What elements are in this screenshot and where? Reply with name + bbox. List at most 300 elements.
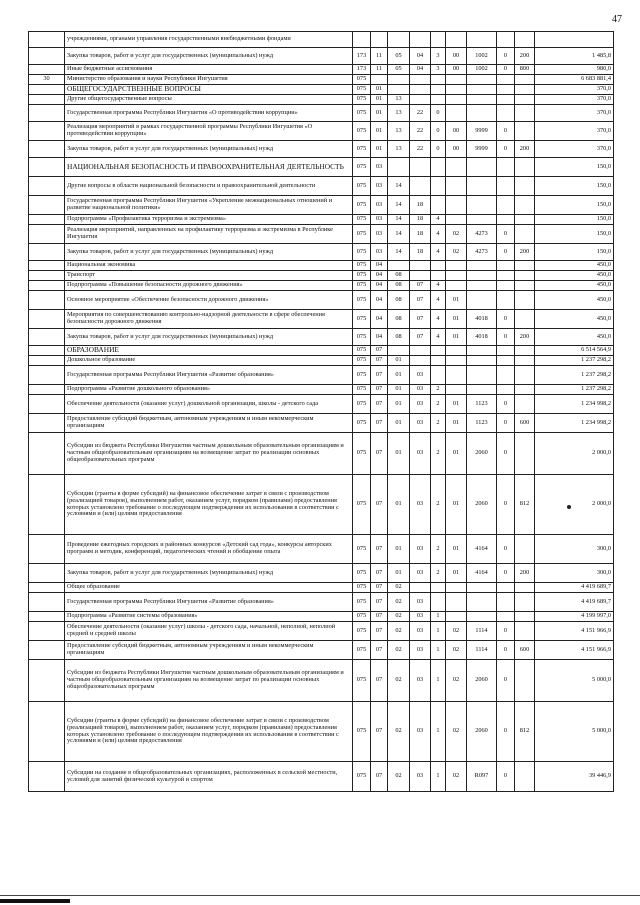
code-cell-c4: 04 bbox=[410, 65, 431, 75]
code-cell-c8: 0 bbox=[497, 310, 515, 329]
item-name-cell: Проведение ежегодных городских и районных конкурсов «Детский сад года», конкурсы авторских программ и методик, конференций, педагогических чтений и обобщение опыта bbox=[65, 535, 353, 564]
code-cell-c9: 200 bbox=[515, 244, 535, 261]
code-cell-c5: 0 bbox=[431, 122, 446, 141]
code-cell-c8: 0 bbox=[497, 641, 515, 660]
amount-cell: 1 237 298,2 bbox=[535, 385, 614, 395]
code-cell-c7: 2060 bbox=[467, 702, 497, 762]
code-cell-c5 bbox=[431, 366, 446, 385]
code-cell-c8: 0 bbox=[497, 535, 515, 564]
row-number-cell bbox=[29, 475, 65, 535]
code-cell-c3: 14 bbox=[388, 177, 410, 196]
code-cell-c9 bbox=[515, 291, 535, 310]
item-name-cell: Обеспечение деятельности (оказание услуг) школы - детского сада, начальной, неполной, неполной средней и средней школы bbox=[65, 622, 353, 641]
code-cell-c7: R097 bbox=[467, 762, 497, 792]
amount-cell: 1 237 298,2 bbox=[535, 356, 614, 366]
code-cell-c3: 02 bbox=[388, 641, 410, 660]
code-cell-c7: 2060 bbox=[467, 660, 497, 702]
code-cell-c5 bbox=[431, 177, 446, 196]
code-cell-c8 bbox=[497, 95, 515, 105]
code-cell-c6 bbox=[446, 158, 467, 177]
code-cell-c3: 14 bbox=[388, 215, 410, 225]
code-cell-c9 bbox=[515, 271, 535, 281]
code-cell-c9 bbox=[515, 95, 535, 105]
code-cell-c9 bbox=[515, 32, 535, 48]
code-cell-c4: 03 bbox=[410, 475, 431, 535]
table-row bbox=[29, 196, 614, 215]
code-cell-c8: 0 bbox=[497, 433, 515, 475]
code-cell-c3: 05 bbox=[388, 65, 410, 75]
table-row bbox=[29, 622, 614, 641]
code-cell-c9 bbox=[515, 177, 535, 196]
code-cell-c6 bbox=[446, 95, 467, 105]
code-cell-c9: 812 bbox=[515, 702, 535, 762]
code-cell-c8: 0 bbox=[497, 702, 515, 762]
code-cell-c9 bbox=[515, 196, 535, 215]
code-cell-c9 bbox=[515, 535, 535, 564]
code-cell-c6 bbox=[446, 271, 467, 281]
code-cell-c8 bbox=[497, 215, 515, 225]
code-cell-c5 bbox=[431, 32, 446, 48]
code-cell-c9 bbox=[515, 158, 535, 177]
code-cell-c9 bbox=[515, 346, 535, 356]
scan-speck bbox=[567, 505, 571, 509]
code-cell-c7 bbox=[467, 612, 497, 622]
code-cell-c4 bbox=[410, 158, 431, 177]
code-cell-c1: 075 bbox=[353, 414, 371, 433]
code-cell-c4: 18 bbox=[410, 225, 431, 244]
row-number-cell bbox=[29, 158, 65, 177]
code-cell-c1: 075 bbox=[353, 225, 371, 244]
row-number-cell bbox=[29, 612, 65, 622]
code-cell-c6: 01 bbox=[446, 414, 467, 433]
code-cell-c8 bbox=[497, 177, 515, 196]
code-cell-c2: 04 bbox=[371, 261, 388, 271]
code-cell-c8 bbox=[497, 356, 515, 366]
code-cell-c6 bbox=[446, 366, 467, 385]
amount-cell: 1 234 998,2 bbox=[535, 395, 614, 414]
code-cell-c1: 075 bbox=[353, 702, 371, 762]
code-cell-c9 bbox=[515, 385, 535, 395]
code-cell-c7: 4273 bbox=[467, 225, 497, 244]
code-cell-c3: 14 bbox=[388, 196, 410, 215]
code-cell-c6 bbox=[446, 356, 467, 366]
code-cell-c3: 02 bbox=[388, 593, 410, 612]
code-cell-c1: 075 bbox=[353, 583, 371, 593]
amount-cell: 150,0 bbox=[535, 177, 614, 196]
code-cell-c1 bbox=[353, 32, 371, 48]
code-cell-c5: 2 bbox=[431, 385, 446, 395]
table-row bbox=[29, 244, 614, 261]
code-cell-c4: 03 bbox=[410, 612, 431, 622]
code-cell-c7 bbox=[467, 583, 497, 593]
code-cell-c9 bbox=[515, 85, 535, 95]
code-cell-c3 bbox=[388, 75, 410, 85]
code-cell-c7 bbox=[467, 281, 497, 291]
code-cell-c6 bbox=[446, 196, 467, 215]
code-cell-c8: 0 bbox=[497, 395, 515, 414]
amount-cell: 300,0 bbox=[535, 535, 614, 564]
table-row bbox=[29, 356, 614, 366]
row-number-cell bbox=[29, 385, 65, 395]
code-cell-c7 bbox=[467, 346, 497, 356]
row-number-cell bbox=[29, 105, 65, 122]
code-cell-c3: 02 bbox=[388, 762, 410, 792]
table-row bbox=[29, 564, 614, 583]
code-cell-c7: 1002 bbox=[467, 65, 497, 75]
code-cell-c5: 1 bbox=[431, 641, 446, 660]
code-cell-c2: 03 bbox=[371, 158, 388, 177]
code-cell-c8 bbox=[497, 583, 515, 593]
code-cell-c1: 075 bbox=[353, 433, 371, 475]
item-name-cell: Закупка товаров, работ и услуг для государственных (муниципальных) нужд bbox=[65, 329, 353, 346]
code-cell-c5: 4 bbox=[431, 215, 446, 225]
code-cell-c6: 01 bbox=[446, 310, 467, 329]
row-number-cell bbox=[29, 271, 65, 281]
item-name-cell: Субсидии из бюджета Республики Ингушетия частным дошкольным образовательным организациям и частным общеобразовательным организациям на возмещение затрат по реализации основных общеобразовательных программ bbox=[65, 660, 353, 702]
code-cell-c2: 07 bbox=[371, 583, 388, 593]
code-cell-c5 bbox=[431, 95, 446, 105]
code-cell-c6: 01 bbox=[446, 475, 467, 535]
amount-cell: 39 446,9 bbox=[535, 762, 614, 792]
code-cell-c9: 200 bbox=[515, 564, 535, 583]
code-cell-c2: 01 bbox=[371, 122, 388, 141]
code-cell-c1: 075 bbox=[353, 622, 371, 641]
code-cell-c6: 01 bbox=[446, 291, 467, 310]
code-cell-c5: 3 bbox=[431, 48, 446, 65]
code-cell-c1: 075 bbox=[353, 641, 371, 660]
amount-cell: 370,0 bbox=[535, 85, 614, 95]
item-name-cell: НАЦИОНАЛЬНАЯ БЕЗОПАСНОСТЬ И ПРАВООХРАНИТЕЛЬНАЯ ДЕЯТЕЛЬНОСТЬ bbox=[65, 158, 353, 177]
item-name-cell: Закупка товаров, работ и услуг для государственных (муниципальных) нужд bbox=[65, 141, 353, 158]
code-cell-c1: 173 bbox=[353, 48, 371, 65]
code-cell-c2: 07 bbox=[371, 346, 388, 356]
code-cell-c8 bbox=[497, 105, 515, 122]
item-name-cell: Предоставление субсидий бюджетным, автономным учреждениям и иным некоммерческим организациям bbox=[65, 414, 353, 433]
code-cell-c8: 0 bbox=[497, 762, 515, 792]
amount-cell bbox=[535, 32, 614, 48]
code-cell-c8 bbox=[497, 75, 515, 85]
code-cell-c8 bbox=[497, 281, 515, 291]
code-cell-c7 bbox=[467, 177, 497, 196]
code-cell-c2 bbox=[371, 75, 388, 85]
code-cell-c4: 07 bbox=[410, 281, 431, 291]
code-cell-c3: 08 bbox=[388, 310, 410, 329]
amount-cell: 4 151 966,9 bbox=[535, 622, 614, 641]
code-cell-c1: 075 bbox=[353, 271, 371, 281]
code-cell-c1: 075 bbox=[353, 564, 371, 583]
code-cell-c6: 01 bbox=[446, 564, 467, 583]
code-cell-c8: 0 bbox=[497, 122, 515, 141]
code-cell-c4: 07 bbox=[410, 291, 431, 310]
row-number-cell bbox=[29, 356, 65, 366]
row-number-cell bbox=[29, 762, 65, 792]
code-cell-c9 bbox=[515, 105, 535, 122]
code-cell-c9 bbox=[515, 612, 535, 622]
code-cell-c6 bbox=[446, 346, 467, 356]
code-cell-c8: 0 bbox=[497, 48, 515, 65]
code-cell-c4: 03 bbox=[410, 433, 431, 475]
code-cell-c4: 22 bbox=[410, 141, 431, 158]
code-cell-c4: 03 bbox=[410, 564, 431, 583]
code-cell-c8: 0 bbox=[497, 622, 515, 641]
code-cell-c5 bbox=[431, 346, 446, 356]
code-cell-c3: 13 bbox=[388, 95, 410, 105]
row-number-cell bbox=[29, 641, 65, 660]
code-cell-c2 bbox=[371, 32, 388, 48]
code-cell-c2: 04 bbox=[371, 329, 388, 346]
code-cell-c3: 13 bbox=[388, 141, 410, 158]
code-cell-c7 bbox=[467, 75, 497, 85]
code-cell-c9: 200 bbox=[515, 141, 535, 158]
code-cell-c2: 01 bbox=[371, 105, 388, 122]
row-number-cell bbox=[29, 32, 65, 48]
table-row bbox=[29, 475, 614, 535]
table-row bbox=[29, 141, 614, 158]
code-cell-c3: 02 bbox=[388, 660, 410, 702]
item-name-cell: Подпрограмма «Профилактика терроризма и экстремизма» bbox=[65, 215, 353, 225]
row-number-cell bbox=[29, 433, 65, 475]
code-cell-c2: 07 bbox=[371, 622, 388, 641]
amount-cell: 450,0 bbox=[535, 291, 614, 310]
code-cell-c3: 08 bbox=[388, 281, 410, 291]
code-cell-c9 bbox=[515, 75, 535, 85]
scan-edge-line bbox=[0, 895, 640, 896]
code-cell-c3: 02 bbox=[388, 622, 410, 641]
code-cell-c1: 075 bbox=[353, 346, 371, 356]
code-cell-c3 bbox=[388, 346, 410, 356]
code-cell-c7 bbox=[467, 105, 497, 122]
amount-cell: 980,0 bbox=[535, 65, 614, 75]
code-cell-c4 bbox=[410, 261, 431, 271]
code-cell-c4: 07 bbox=[410, 329, 431, 346]
code-cell-c8: 0 bbox=[497, 244, 515, 261]
row-number-cell bbox=[29, 261, 65, 271]
item-name-cell: Подпрограмма «Развитие дошкольного образования» bbox=[65, 385, 353, 395]
code-cell-c8 bbox=[497, 196, 515, 215]
code-cell-c4 bbox=[410, 346, 431, 356]
code-cell-c2: 07 bbox=[371, 762, 388, 792]
code-cell-c5: 2 bbox=[431, 564, 446, 583]
table-row bbox=[29, 291, 614, 310]
amount-cell: 5 000,0 bbox=[535, 702, 614, 762]
table-row bbox=[29, 177, 614, 196]
code-cell-c9 bbox=[515, 762, 535, 792]
code-cell-c1: 075 bbox=[353, 281, 371, 291]
code-cell-c6 bbox=[446, 612, 467, 622]
code-cell-c5: 4 bbox=[431, 225, 446, 244]
code-cell-c5: 2 bbox=[431, 395, 446, 414]
scan-artifact bbox=[0, 899, 70, 903]
code-cell-c6: 00 bbox=[446, 65, 467, 75]
code-cell-c7 bbox=[467, 385, 497, 395]
code-cell-c5 bbox=[431, 271, 446, 281]
code-cell-c1: 075 bbox=[353, 291, 371, 310]
item-name-cell: Субсидии (гранты в форме субсидий) на финансовое обеспечение затрат в связи с производством (реализацией товаров), выполнением работ, оказанием услуг, порядком (правилами) предоставления которых установлено требование о последующем подтверждении их использования в соответствии с условиями и (или) целями предоставления bbox=[65, 475, 353, 535]
code-cell-c7: 9999 bbox=[467, 141, 497, 158]
item-name-cell: Министерство образования и науки Республики Ингушетия bbox=[65, 75, 353, 85]
item-name-cell: Реализация мероприятий в рамках государственной программы Республики Ингушетия «О противодействии коррупции» bbox=[65, 122, 353, 141]
row-number-cell bbox=[29, 215, 65, 225]
code-cell-c1: 075 bbox=[353, 475, 371, 535]
code-cell-c1: 075 bbox=[353, 310, 371, 329]
amount-cell: 450,0 bbox=[535, 310, 614, 329]
code-cell-c4: 03 bbox=[410, 593, 431, 612]
code-cell-c7 bbox=[467, 291, 497, 310]
code-cell-c3 bbox=[388, 85, 410, 95]
code-cell-c2: 07 bbox=[371, 395, 388, 414]
code-cell-c8 bbox=[497, 158, 515, 177]
code-cell-c7 bbox=[467, 593, 497, 612]
code-cell-c6: 02 bbox=[446, 622, 467, 641]
item-name-cell: Предоставление субсидий бюджетным, автономным учреждениям и иным некоммерческим организациям bbox=[65, 641, 353, 660]
code-cell-c1: 075 bbox=[353, 395, 371, 414]
amount-cell: 5 000,0 bbox=[535, 660, 614, 702]
code-cell-c3: 08 bbox=[388, 291, 410, 310]
code-cell-c2: 11 bbox=[371, 48, 388, 65]
table-row bbox=[29, 414, 614, 433]
code-cell-c5: 1 bbox=[431, 762, 446, 792]
code-cell-c7: 1114 bbox=[467, 641, 497, 660]
code-cell-c7: 4164 bbox=[467, 564, 497, 583]
code-cell-c3: 02 bbox=[388, 702, 410, 762]
item-name-cell: Основное мероприятие «Обеспечение безопасности дорожного движения» bbox=[65, 291, 353, 310]
code-cell-c1: 075 bbox=[353, 366, 371, 385]
table-row bbox=[29, 660, 614, 702]
code-cell-c7: 1002 bbox=[467, 48, 497, 65]
item-name-cell: Обеспечение деятельности (оказание услуг) дошкольной организации, школы - детского сада bbox=[65, 395, 353, 414]
code-cell-c8 bbox=[497, 385, 515, 395]
code-cell-c5: 4 bbox=[431, 310, 446, 329]
item-name-cell: Дошкольное образование bbox=[65, 356, 353, 366]
table-row bbox=[29, 122, 614, 141]
row-number-cell bbox=[29, 244, 65, 261]
code-cell-c2: 01 bbox=[371, 141, 388, 158]
code-cell-c2: 03 bbox=[371, 177, 388, 196]
amount-cell: 4 151 966,9 bbox=[535, 641, 614, 660]
code-cell-c8: 0 bbox=[497, 225, 515, 244]
code-cell-c9 bbox=[515, 225, 535, 244]
code-cell-c4: 18 bbox=[410, 196, 431, 215]
code-cell-c8: 0 bbox=[497, 564, 515, 583]
code-cell-c5: 2 bbox=[431, 414, 446, 433]
code-cell-c6: 00 bbox=[446, 141, 467, 158]
code-cell-c7 bbox=[467, 95, 497, 105]
code-cell-c1: 075 bbox=[353, 660, 371, 702]
code-cell-c1: 075 bbox=[353, 535, 371, 564]
row-number-cell bbox=[29, 141, 65, 158]
code-cell-c8 bbox=[497, 85, 515, 95]
code-cell-c6: 01 bbox=[446, 395, 467, 414]
row-number-cell bbox=[29, 291, 65, 310]
code-cell-c2: 03 bbox=[371, 225, 388, 244]
row-number-cell bbox=[29, 122, 65, 141]
code-cell-c1: 075 bbox=[353, 356, 371, 366]
item-name-cell: Национальная экономика bbox=[65, 261, 353, 271]
code-cell-c1: 075 bbox=[353, 105, 371, 122]
code-cell-c4 bbox=[410, 75, 431, 85]
item-name-cell: Подпрограмма «Развитие системы образования» bbox=[65, 612, 353, 622]
code-cell-c4 bbox=[410, 271, 431, 281]
item-name-cell: Мероприятия по совершенствованию контрольно-надзорной деятельности в сфере обеспечения безопасности дорожного движения bbox=[65, 310, 353, 329]
table-row bbox=[29, 281, 614, 291]
table-row bbox=[29, 329, 614, 346]
amount-cell: 450,0 bbox=[535, 329, 614, 346]
item-name-cell: Реализация мероприятий, направленных на профилактику терроризма и экстремизма в Республике Ингушетия bbox=[65, 225, 353, 244]
code-cell-c3: 13 bbox=[388, 105, 410, 122]
code-cell-c1: 075 bbox=[353, 85, 371, 95]
amount-cell: 1 485,8 bbox=[535, 48, 614, 65]
table-row bbox=[29, 215, 614, 225]
code-cell-c5 bbox=[431, 593, 446, 612]
code-cell-c4 bbox=[410, 356, 431, 366]
table-row bbox=[29, 593, 614, 612]
code-cell-c5: 0 bbox=[431, 105, 446, 122]
code-cell-c4 bbox=[410, 177, 431, 196]
code-cell-c8 bbox=[497, 271, 515, 281]
code-cell-c6 bbox=[446, 85, 467, 95]
table-row bbox=[29, 48, 614, 65]
row-number-cell bbox=[29, 395, 65, 414]
code-cell-c6 bbox=[446, 583, 467, 593]
row-number-cell bbox=[29, 346, 65, 356]
code-cell-c8 bbox=[497, 291, 515, 310]
code-cell-c9: 812 bbox=[515, 475, 535, 535]
code-cell-c6: 01 bbox=[446, 329, 467, 346]
code-cell-c4: 03 bbox=[410, 366, 431, 385]
code-cell-c1: 075 bbox=[353, 385, 371, 395]
code-cell-c8 bbox=[497, 261, 515, 271]
code-cell-c7: 1123 bbox=[467, 395, 497, 414]
code-cell-c7 bbox=[467, 85, 497, 95]
code-cell-c8 bbox=[497, 32, 515, 48]
code-cell-c7: 2060 bbox=[467, 475, 497, 535]
table-row bbox=[29, 158, 614, 177]
code-cell-c3: 01 bbox=[388, 433, 410, 475]
code-cell-c6 bbox=[446, 177, 467, 196]
table-row bbox=[29, 346, 614, 356]
row-number-cell: 30 bbox=[29, 75, 65, 85]
amount-cell: 4 419 689,7 bbox=[535, 593, 614, 612]
code-cell-c5: 0 bbox=[431, 141, 446, 158]
code-cell-c1: 075 bbox=[353, 261, 371, 271]
row-number-cell bbox=[29, 196, 65, 215]
table-row bbox=[29, 762, 614, 792]
code-cell-c8: 0 bbox=[497, 141, 515, 158]
code-cell-c6: 02 bbox=[446, 244, 467, 261]
code-cell-c5: 1 bbox=[431, 612, 446, 622]
code-cell-c3: 01 bbox=[388, 356, 410, 366]
code-cell-c8: 0 bbox=[497, 329, 515, 346]
code-cell-c1: 173 bbox=[353, 65, 371, 75]
code-cell-c6: 02 bbox=[446, 641, 467, 660]
item-name-cell: Общее образование bbox=[65, 583, 353, 593]
amount-cell: 6 514 564,9 bbox=[535, 346, 614, 356]
code-cell-c4: 03 bbox=[410, 702, 431, 762]
code-cell-c3 bbox=[388, 261, 410, 271]
item-name-cell: ОБРАЗОВАНИЕ bbox=[65, 346, 353, 356]
code-cell-c2: 07 bbox=[371, 564, 388, 583]
code-cell-c4 bbox=[410, 95, 431, 105]
item-name-cell: Закупка товаров, работ и услуг для государственных (муниципальных) нужд bbox=[65, 564, 353, 583]
amount-cell: 450,0 bbox=[535, 261, 614, 271]
code-cell-c6 bbox=[446, 215, 467, 225]
amount-cell: 150,0 bbox=[535, 158, 614, 177]
budget-table-container bbox=[28, 31, 613, 792]
item-name-cell: Государственная программа Республики Ингушетия «Развитие образования» bbox=[65, 593, 353, 612]
code-cell-c8: 0 bbox=[497, 65, 515, 75]
budget-table-body bbox=[29, 32, 614, 792]
amount-cell: 2 000,0 bbox=[535, 475, 614, 535]
